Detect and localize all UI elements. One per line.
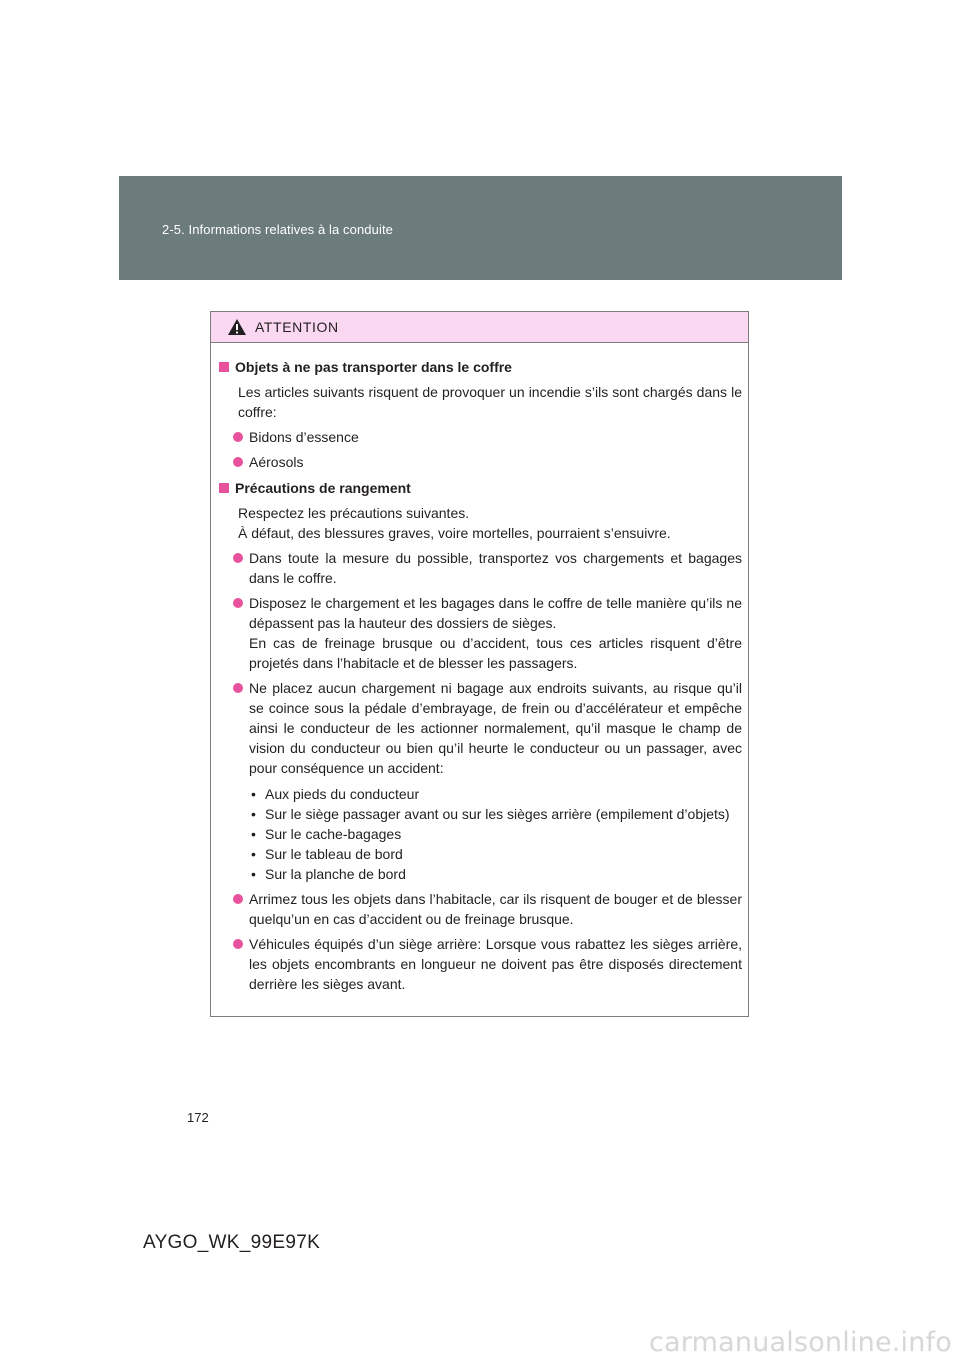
round-bullet-icon	[233, 939, 243, 949]
list-item-text: Dans toute la mesure du possible, transportez vos chargements et bagages dans le coffre.	[249, 550, 742, 586]
warning-triangle-icon	[227, 318, 247, 336]
square-bullet-icon	[219, 362, 229, 372]
list-item-text: Arrimez tous les objets dans l’habitacle, car ils risquent de bouger et de blesser quelqu’un en cas d’accident ou de freinage brusque.	[249, 891, 742, 927]
intro-line: Respectez les précautions suivantes.	[238, 505, 470, 521]
sub-list-item-text: Sur la planche de bord	[265, 866, 406, 882]
section-heading-text: Précautions de rangement	[235, 480, 411, 496]
section-intro: Les articles suivants risquent de provoquer un incendie s’ils sont chargés dans le coffre:	[238, 384, 742, 420]
list-item-text: Disposez le chargement et les bagages dans le coffre de telle manière qu’ils ne dépassent pas la hauteur des dossiers de sièges.	[249, 595, 742, 631]
section-heading-text: Objets à ne pas transporter dans le coffre	[235, 359, 512, 375]
document-code: AYGO_WK_99E97K	[143, 1232, 321, 1253]
sub-list-item-text: Sur le cache-bagages	[265, 826, 402, 842]
sub-list-item	[249, 824, 742, 844]
section-intro	[219, 503, 742, 543]
intro-line: À défaut, des blessures graves, voire mortelles, pourraient s’ensuivre.	[238, 525, 671, 541]
page-number: 172	[187, 1110, 209, 1125]
round-bullet-icon	[233, 598, 243, 608]
warning-body	[211, 343, 748, 994]
sub-bullet-marker: •	[251, 786, 256, 802]
round-bullet-icon	[233, 432, 243, 442]
list-item	[219, 889, 742, 929]
sub-bullet-marker: •	[251, 846, 256, 862]
list-item	[219, 452, 742, 472]
section-heading-objects	[219, 357, 742, 377]
section-header-band	[119, 176, 842, 280]
list-item-text: Véhicules équipés d’un siège arrière: Lorsque vous rabattez les sièges arrière, les objets encombrants en longueur ne doivent pas être disposés directement derrière les sièges avant.	[249, 936, 742, 992]
sub-list-item	[249, 864, 742, 884]
sub-bullet-marker: •	[251, 866, 256, 882]
watermark-text: carmanualsonline.info	[649, 1327, 952, 1358]
round-bullet-icon	[233, 894, 243, 904]
section-heading-storage	[219, 478, 742, 498]
section-title: 2-5. Informations relatives à la conduite	[162, 222, 393, 237]
list-item	[219, 548, 742, 588]
warning-header	[211, 312, 748, 343]
round-bullet-icon	[233, 683, 243, 693]
square-bullet-icon	[219, 483, 229, 493]
sub-list-item-text: Aux pieds du conducteur	[265, 786, 420, 802]
list-item	[219, 678, 742, 778]
list-item-text: Bidons d’essence	[249, 429, 359, 445]
warning-box	[210, 311, 749, 1017]
warning-label: ATTENTION	[255, 319, 339, 335]
sub-list-item	[249, 844, 742, 864]
round-bullet-icon	[233, 553, 243, 563]
sub-list-item	[249, 784, 742, 804]
list-item	[219, 427, 742, 447]
sub-list-item-text: Sur le tableau de bord	[265, 846, 403, 862]
list-item-text: Aérosols	[249, 454, 304, 470]
sub-bullet-marker: •	[251, 826, 256, 842]
sub-list-item-text: Sur le siège passager avant ou sur les sièges arrière (empilement d’objets)	[265, 806, 730, 822]
list-item	[219, 934, 742, 994]
sub-list	[219, 784, 742, 884]
round-bullet-icon	[233, 457, 243, 467]
list-item-text: Ne placez aucun chargement ni bagage aux endroits suivants, au risque qu’il se coince sous la pédale d’embrayage, de frein ou d’accélérateur et empêche ainsi le conducteur de les actionner normalement, qu’il masque le champ de vision du conducteur ou bien qu’il heurte le conducteur ou un passager, avec pour conséquence un accident:	[249, 680, 742, 776]
list-item-text: En cas de freinage brusque ou d’accident, tous ces articles risquent d’être projetés dans l’habitacle et de blesser les passagers.	[249, 635, 742, 671]
sub-bullet-marker: •	[251, 806, 256, 822]
sub-list-item	[249, 804, 742, 824]
list-item	[219, 593, 742, 673]
